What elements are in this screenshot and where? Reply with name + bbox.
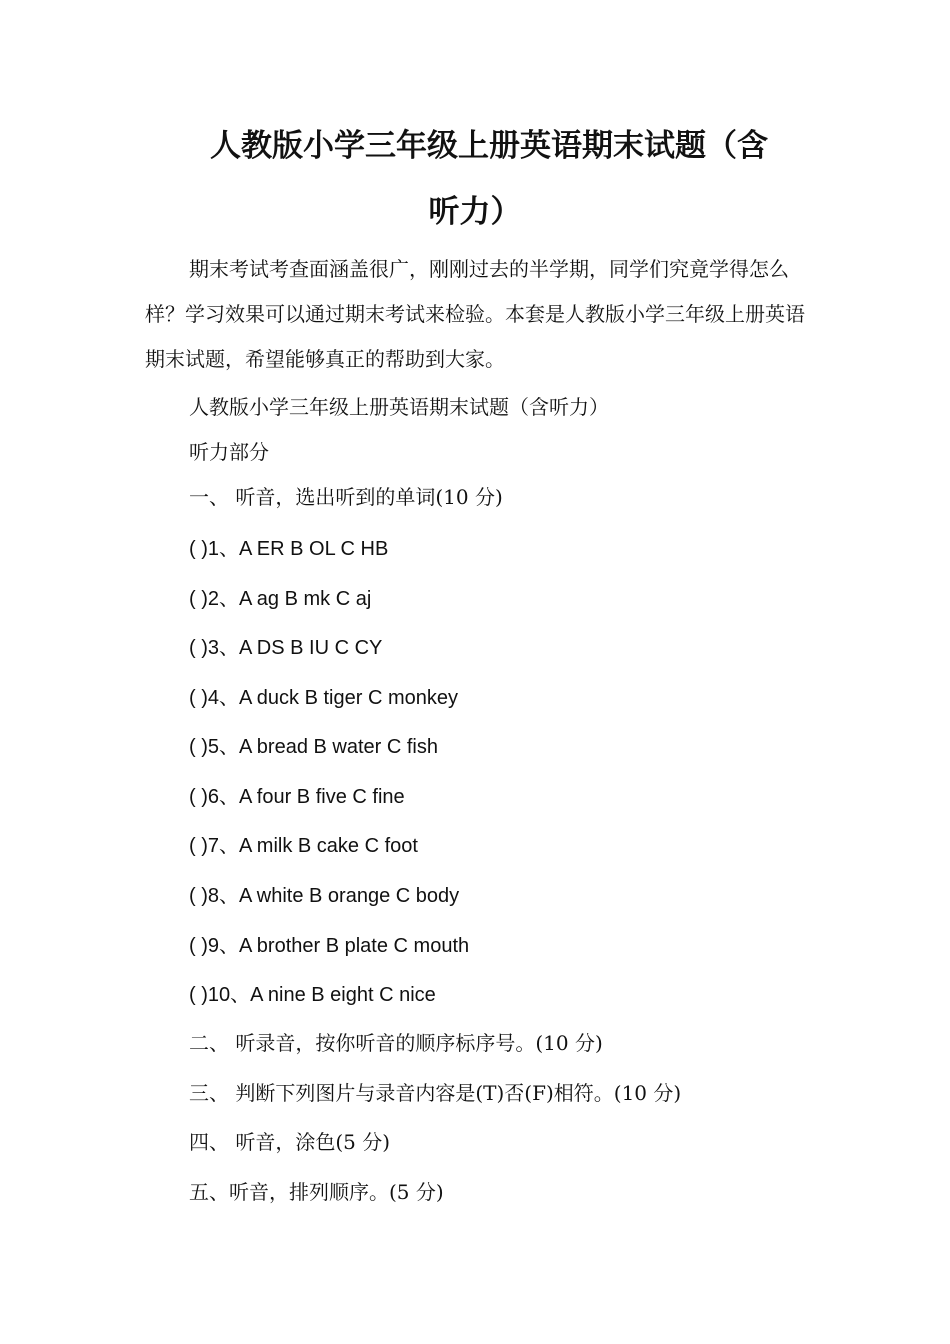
part-heading: 听力部分 bbox=[189, 440, 269, 464]
intro-paragraph bbox=[145, 247, 810, 382]
question-7: ( )7、A milk B cake C foot bbox=[189, 835, 418, 857]
section-5-heading: 五、听音，排列顺序。(5 分) bbox=[189, 1180, 444, 1204]
section-3-heading: 三、 判断下列图片与录音内容是(T)否(F)相符。(10 分) bbox=[189, 1081, 682, 1105]
question-3: ( )3、A DS B IU C CY bbox=[189, 637, 383, 659]
question-2: ( )2、A ag B mk C aj bbox=[189, 588, 372, 610]
section-4-heading: 四、 听音，涂色(5 分) bbox=[189, 1130, 391, 1154]
question-1: ( )1、A ER B OL C HB bbox=[189, 538, 389, 560]
document-title-line2: 听力） bbox=[428, 194, 522, 230]
question-10: ( )10、A nine B eight C nice bbox=[189, 984, 436, 1006]
intro-text: 期末考试考查面涵盖很广，刚刚过去的半学期，同学们究竟学得怎么样？学习效果可以通过期末考试来检验。本套是人教版小学三年级上册英语期末试题，希望能够真正的帮助到大家。 bbox=[145, 257, 805, 371]
document-title-line1: 人教版小学三年级上册英语期末试题（含 bbox=[210, 128, 768, 164]
question-9: ( )9、A brother B plate C mouth bbox=[189, 935, 470, 957]
section-1-heading: 一、 听音，选出听到的单词(10 分) bbox=[189, 485, 503, 509]
question-6: ( )6、A four B five C fine bbox=[189, 786, 405, 808]
question-4: ( )4、A duck B tiger C monkey bbox=[189, 687, 458, 709]
subtitle: 人教版小学三年级上册英语期末试题（含听力） bbox=[189, 395, 609, 419]
question-5: ( )5、A bread B water C fish bbox=[189, 736, 438, 758]
question-8: ( )8、A white B orange C body bbox=[189, 885, 460, 907]
section-2-heading: 二、 听录音，按你听音的顺序标序号。(10 分) bbox=[189, 1031, 603, 1055]
